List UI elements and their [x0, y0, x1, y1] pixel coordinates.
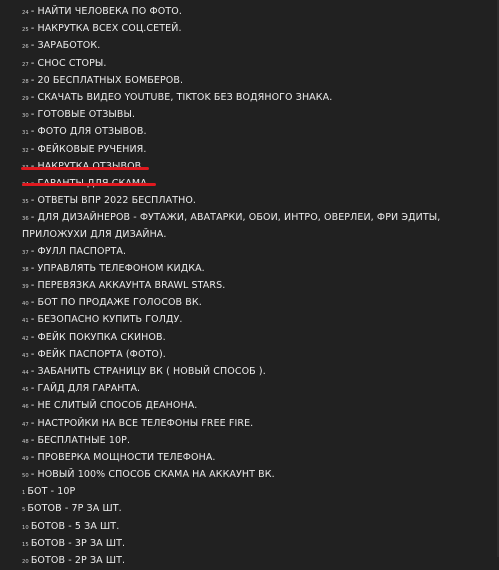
item-number: 29	[22, 95, 29, 102]
item-number: 40	[22, 301, 29, 308]
item-number: 37	[22, 249, 29, 256]
item-number: 26	[22, 44, 29, 51]
item-text: - ГАЙД ДЛЯ ГАРАНТА.	[30, 383, 141, 395]
item-number: 30	[22, 113, 29, 120]
item-text: - 20 БЕСПЛАТНЫХ БОМБЕРОВ.	[30, 74, 184, 86]
list-item	[22, 398, 494, 415]
item-text: - БЕЗОПАСНО КУПИТЬ ГОЛДУ.	[30, 314, 183, 326]
item-number: 48	[22, 438, 29, 445]
item-text: - БОТ ПО ПРОДАЖЕ ГОЛОСОВ ВК.	[30, 297, 202, 309]
item-text: - СКАЧАТЬ ВИДЕО YOUTUBE, TIKTOK БЕЗ ВОДЯНОГО ЗНАКА.	[30, 91, 333, 103]
list-item	[22, 90, 494, 107]
item-number: 27	[22, 61, 29, 68]
list-item	[22, 467, 494, 484]
item-text: - УПРАВЛЯТЬ ТЕЛЕФОНОМ КИДКА.	[30, 262, 205, 274]
item-text: - ФЕЙКОВЫЕ РУЧЕНИЯ.	[30, 143, 147, 155]
list-item	[22, 142, 494, 159]
list-item	[22, 416, 494, 433]
item-number: 32	[22, 147, 29, 154]
item-text: - ДЛЯ ДИЗАЙНЕРОВ - ФУТАЖИ, АВАТАРКИ, ОБОИ, ИНТРО, ОВЕРЛЕИ, ФРИ ЭДИТЫ, ПРИЛОЖУХИ ДЛЯ ДИЗАЙНА.	[22, 212, 441, 241]
item-text: - ПЕРЕВЯЗКА АККАУНТА BRAWL STARS.	[30, 280, 226, 291]
item-number: 38	[22, 266, 29, 273]
list-item	[22, 312, 494, 329]
item-text: - НАСТРОЙКИ НА ВСЕ ТЕЛЕФОНЫ FREE FIRE.	[30, 417, 254, 429]
item-text: - ЗАБАНИТЬ СТРАНИЦУ ВК ( НОВЫЙ СПОСОБ ).	[30, 365, 266, 377]
list-item	[22, 38, 494, 55]
list-item	[22, 364, 494, 381]
item-number: 24	[22, 10, 29, 16]
list-item	[22, 501, 494, 518]
item-number: 1	[22, 490, 26, 497]
item-text: - ОТВЕТЫ ВПР 2022 БЕСПЛАТНО.	[30, 195, 197, 207]
list-item	[22, 107, 494, 124]
item-number: 43	[22, 352, 29, 359]
item-text: - НОВЫЙ 100% СПОСОБ СКАМА НА АККАУНТ ВК.	[30, 469, 275, 481]
list-item	[22, 244, 494, 261]
list-item	[22, 330, 494, 347]
red-underline-mark	[21, 167, 149, 170]
list-item	[22, 295, 494, 312]
item-text: - НАЙТИ ЧЕЛОВЕКА ПО ФОТО.	[30, 6, 182, 17]
item-number: 42	[22, 335, 29, 342]
item-number: 20	[22, 559, 29, 565]
item-text: - ФУЛЛ ПАСПОРТА.	[30, 245, 127, 257]
list-item	[22, 450, 494, 467]
item-text: БОТОВ - 5 ЗА ШТ.	[30, 520, 120, 532]
item-text: - СНОС СТОРЫ.	[30, 57, 107, 69]
list-item	[22, 278, 494, 295]
item-number: 46	[22, 404, 29, 411]
item-text: БОТ - 10Р	[27, 486, 76, 498]
list-item	[22, 21, 494, 38]
list-item	[22, 193, 494, 210]
item-number: 25	[22, 27, 29, 34]
item-text: - ПРОВЕРКА МОЩНОСТИ ТЕЛЕФОНА.	[30, 451, 216, 463]
item-text: - БЕСПЛАТНЫЕ 10Р.	[30, 434, 131, 446]
item-number: 44	[22, 369, 29, 376]
item-number: 47	[22, 421, 29, 428]
item-number: 45	[22, 387, 29, 394]
list-item	[22, 261, 494, 278]
item-number: 50	[22, 473, 29, 480]
list-item	[22, 73, 494, 90]
list-item	[22, 519, 494, 536]
item-number: 31	[22, 130, 29, 137]
list-item	[22, 433, 494, 450]
item-number: 28	[22, 78, 29, 85]
item-number: 10	[22, 524, 29, 531]
item-text: БОТОВ - 7Р ЗА ШТ.	[27, 503, 122, 515]
list-item	[22, 484, 494, 501]
list-item	[22, 56, 494, 73]
item-number: 36	[22, 216, 29, 223]
item-text: БОТОВ - 3Р ЗА ШТ.	[30, 537, 126, 549]
item-number: 35	[22, 199, 29, 206]
list-item	[22, 381, 494, 398]
item-text: - НЕ СЛИТЫЙ СПОСОБ ДЕАНОНА.	[30, 400, 198, 412]
text-list	[22, 0, 494, 570]
item-number: 39	[22, 284, 29, 290]
list-item	[22, 536, 494, 553]
item-number: 49	[22, 455, 29, 462]
item-number: 5	[22, 507, 26, 514]
list-item	[22, 4, 494, 21]
list-item	[22, 210, 494, 243]
list-item	[22, 124, 494, 141]
list-item	[22, 553, 494, 570]
red-underline-mark	[22, 183, 156, 186]
item-text: - ФОТО ДЛЯ ОТЗЫВОВ.	[30, 126, 147, 138]
item-text: - НАКРУТКА ВСЕХ СОЦ.СЕТЕЙ.	[30, 23, 182, 35]
list-item	[22, 347, 494, 364]
item-number: 41	[22, 318, 29, 325]
item-text: - ГОТОВЫЕ ОТЗЫВЫ.	[30, 109, 136, 121]
item-text: - ФЕЙК ПОКУПКА СКИНОВ.	[30, 331, 166, 343]
item-text: - ФЕЙК ПАСПОРТА (ФОТО).	[30, 348, 166, 360]
item-number: 15	[22, 541, 29, 548]
item-text: - ЗАРАБОТОК.	[30, 40, 101, 52]
item-text: БОТОВ - 2Р ЗА ШТ.	[30, 555, 126, 566]
